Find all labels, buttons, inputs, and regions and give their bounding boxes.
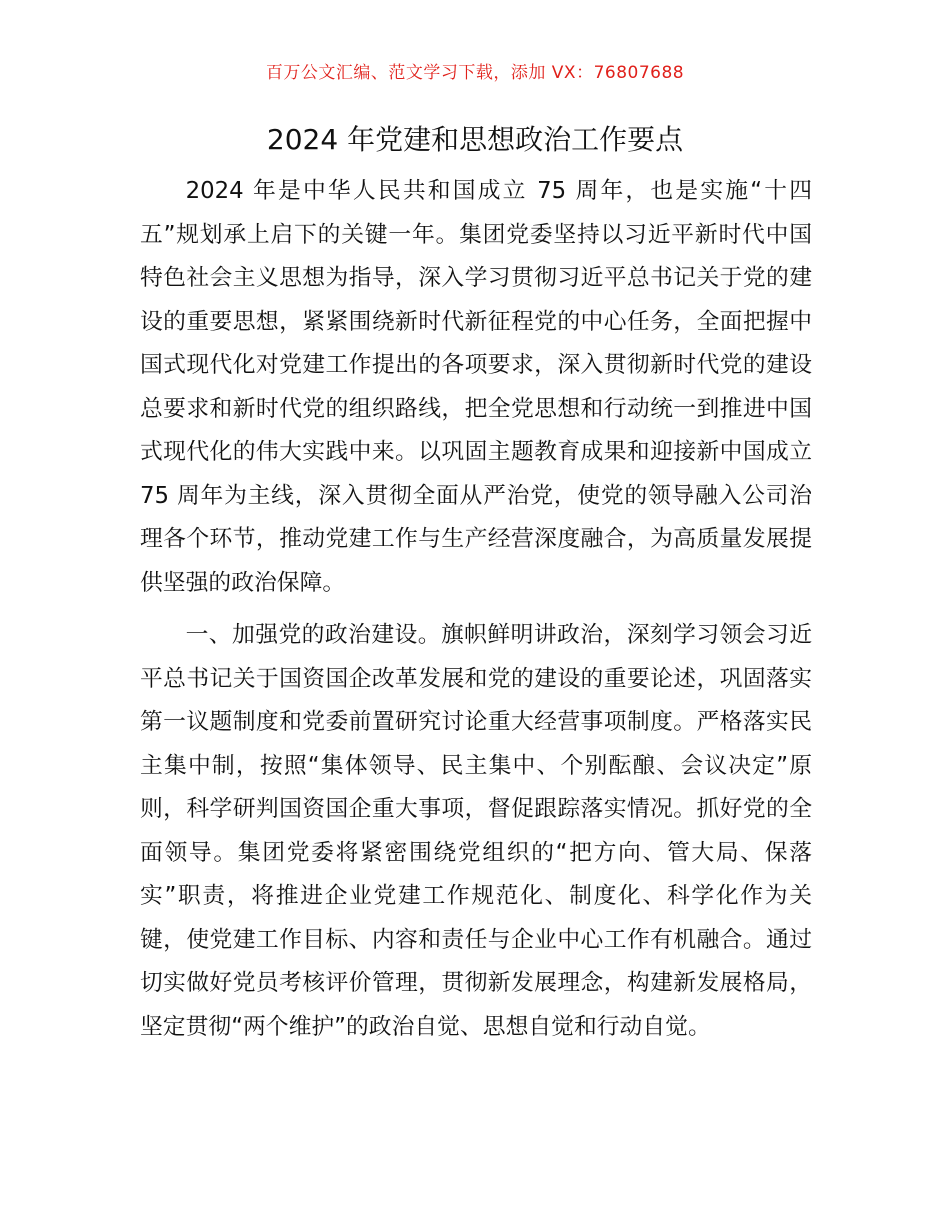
page-title: 2024 年党建和思想政治工作要点 [266, 123, 684, 156]
paragraph-intro: 2024 年是中华人民共和国成立 75 周年，也是实施“十四五”规划承上启下的关键一年。集团党委坚持以习近平新时代中国特色社会主义思想为指导，深入学习贯彻习近平总书记关于党的建设的重要思想，紧紧围绕新时代新征程党的中心任务，全面把握中国式现代化对党建工作提出的各项要求，深入贯彻新时代党的建设总要求和新时代党的组织路线，把全党思想和行动统一到推进中国式现代化的伟大实践中来。以巩固主题教育成果和迎接新中国成立 75 周年为主线，深入贯彻全面从严治党，使党的领导融入公司治理各个环节，推动党建工作与生产经营深度融合，为高质量发展提供坚强的政治保障。 [140, 178, 812, 596]
paragraph-political-construction: 一、加强党的政治建设。旗帜鲜明讲政治，深刻学习领会习近平总书记关于国资国企改革发展和党的建设的重要论述，巩固落实第一议题制度和党委前置研究讨论重大经营事项制度。严格落实民主集中制，按照“集体领导、民主集中、个别酝酿、会议决定”原则，科学研判国资国企重大事项，督促跟踪落实情况。抓好党的全面领导。集团党委将紧密围绕党组织的“把方向、管大局、保落实”职责，将推进企业党建工作规范化、制度化、科学化作为关键，使党建工作目标、内容和责任与企业中心工作有机融合。通过切实做好党员考核评价管理，贯彻新发展理念，构建新发展格局，坚定贯彻“两个维护”的政治自觉、思想自觉和行动自觉。 [140, 622, 812, 1040]
header-banner: 百万公文汇编、范文学习下载，添加 VX：76807688 [265, 63, 685, 83]
